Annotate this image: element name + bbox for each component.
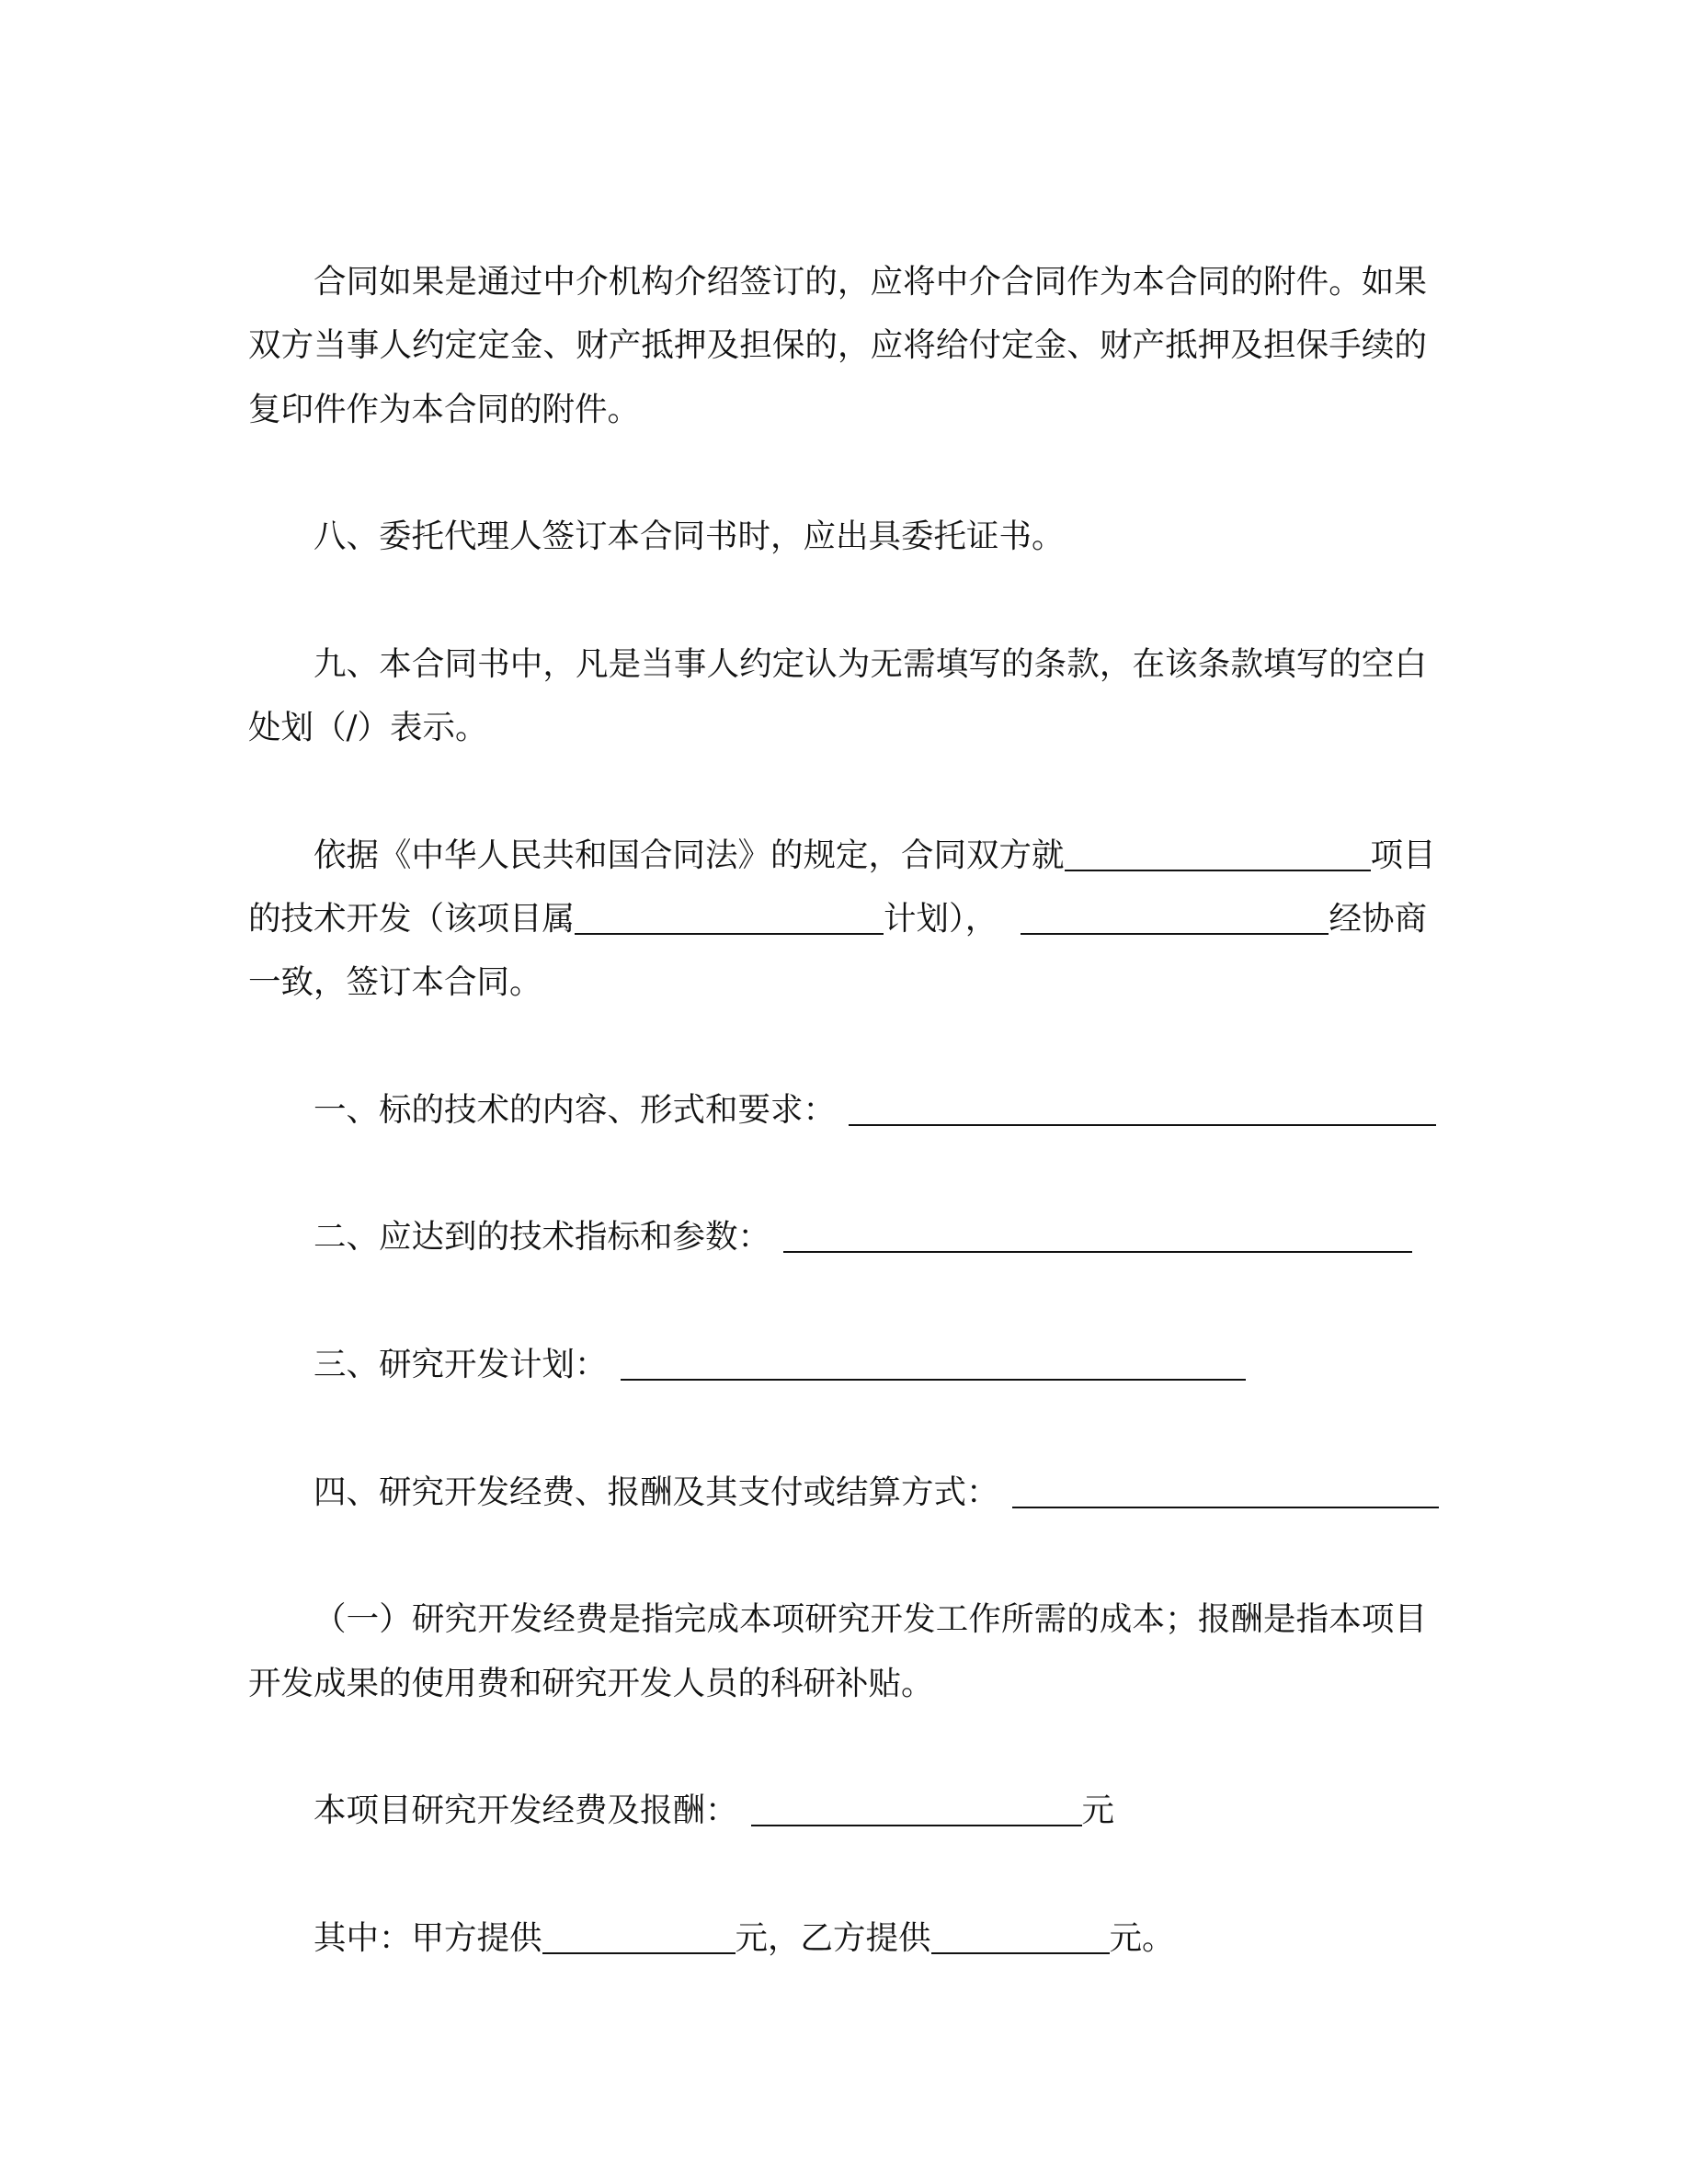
fee-split-line <box>248 1906 1427 1970</box>
section-1-blank[interactable] <box>849 1123 1436 1126</box>
section-2-label: 二、应达到的技术指标和参数： <box>314 1218 771 1257</box>
preamble-text: 依据《中华人民共和国合同法》的规定，合同双方就 <box>314 836 1065 874</box>
preamble-text: 项目 <box>1370 836 1436 874</box>
document-page <box>248 250 1436 1970</box>
section-4-label: 四、研究开发经费、报酬及其支付或结算方式： <box>314 1473 999 1511</box>
preamble-text: 经协商 <box>1329 899 1427 938</box>
clause-8: 八、委托代理人签订本合同书时，应出具委托证书。 <box>314 518 1065 556</box>
total-fee-line <box>248 1779 1427 1842</box>
currency-unit: 元。 <box>1109 1918 1175 1957</box>
party-b-label: 元，乙方提供 <box>735 1918 931 1957</box>
paragraph-attachment-line-1: 合同如果是通过中介机构介绍签订的，应将中介合同作为本合同的附件。如果 <box>314 263 1427 301</box>
currency-unit: 元 <box>1081 1792 1115 1830</box>
party-b-amount-blank[interactable] <box>931 1951 1110 1954</box>
preamble-line-3: 一致，签订本合同。 <box>248 963 542 1002</box>
clause-9-line-2: 处划（/）表示。 <box>248 709 488 747</box>
paragraph-attachment-line-2: 双方当事人约定定金、财产抵押及担保的，应将给付定金、财产抵押及担保手续的 <box>248 326 1427 365</box>
section-1 <box>248 1078 1427 1142</box>
total-fee-blank[interactable] <box>751 1824 1082 1826</box>
section-3-label: 三、研究开发计划： <box>314 1346 608 1384</box>
party-a-amount-blank[interactable] <box>542 1951 736 1954</box>
section-2 <box>248 1205 1427 1268</box>
party-a-label: 其中：甲方提供 <box>314 1918 542 1957</box>
subsection-1-line-1: （一）研究开发经费是指完成本项研究开发工作所需的成本；报酬是指本项目 <box>314 1600 1427 1639</box>
paragraph-attachment-line-3: 复印件作为本合同的附件。 <box>248 390 641 428</box>
section-1-label: 一、标的技术的内容、形式和要求： <box>314 1090 837 1129</box>
section-3 <box>248 1333 1427 1396</box>
parties-blank[interactable] <box>1021 932 1329 935</box>
project-name-blank[interactable] <box>1065 869 1371 871</box>
clause-9-line-1: 九、本合同书中，凡是当事人约定认为无需填写的条款，在该条款填写的空白 <box>314 644 1427 683</box>
section-4 <box>248 1461 1427 1524</box>
total-fee-label: 本项目研究开发经费及报酬： <box>314 1792 738 1830</box>
section-3-blank[interactable] <box>621 1378 1246 1381</box>
section-2-blank[interactable] <box>783 1250 1412 1253</box>
subsection-1-line-2: 开发成果的使用费和研究开发人员的科研补贴。 <box>248 1664 934 1702</box>
section-4-blank[interactable] <box>1012 1506 1439 1508</box>
preamble-line-2 <box>248 887 1427 950</box>
preamble-line-1 <box>248 824 1436 887</box>
preamble-text: 的技术开发（该项目属 <box>248 899 576 938</box>
plan-name-blank[interactable] <box>575 932 884 935</box>
preamble-text: 计划）， <box>884 899 998 938</box>
